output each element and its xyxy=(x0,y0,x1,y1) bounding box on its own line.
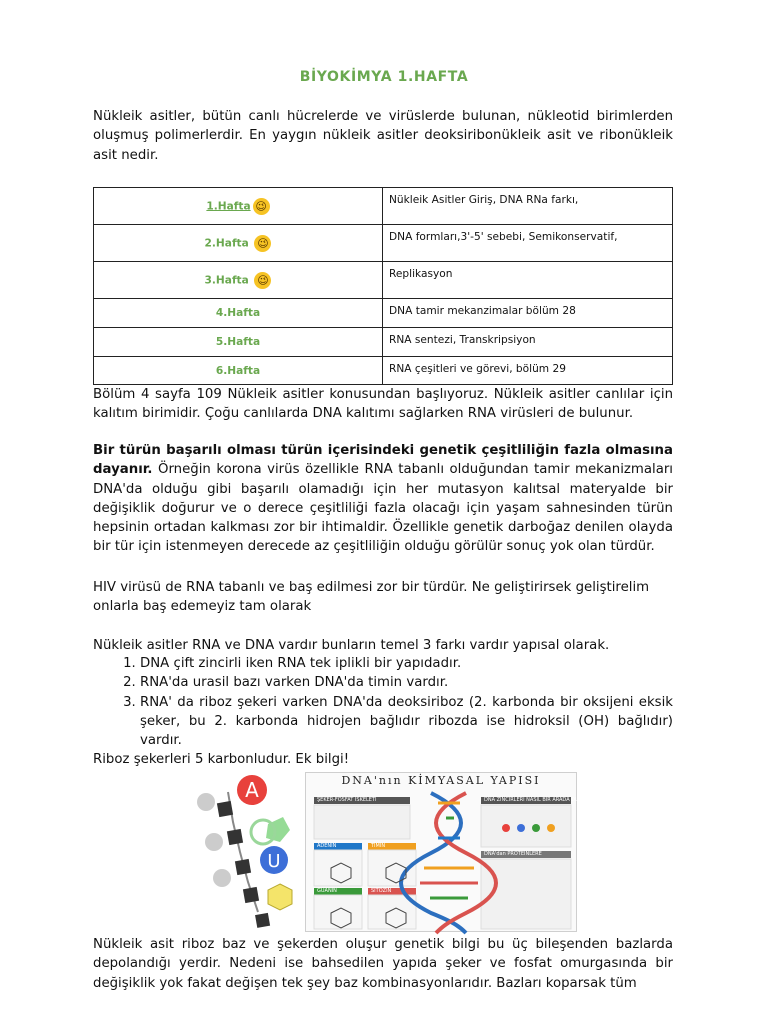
table-row xyxy=(94,188,673,225)
differences-list xyxy=(93,654,673,750)
table-row xyxy=(94,357,673,385)
dna-chemical-structure-poster xyxy=(305,772,590,932)
topic-cell: RNA çeşitleri ve görevi, bölüm 29 xyxy=(383,357,673,385)
dna-helix-svg xyxy=(306,773,578,933)
week-4-cell: 4.Hafta xyxy=(94,299,383,328)
list-item: 2. RNA'da urasil bazı varken DNA'da timin vardır. xyxy=(140,673,673,692)
letter-a: A xyxy=(245,778,259,802)
intro-paragraph: Nükleik asitler, bütün canlı hücrelerde ve virüslerde bulunan, nükleotid birimlerden oluşmuş polimerlerdir. En yaygın nükleik asitler deoksiribonükleik asit ve ribonükleik asit nedir. xyxy=(93,109,673,163)
schedule-table xyxy=(93,187,673,385)
list-item: 1. DNA çift zincirli iken RNA tek iplikli bir yapıdadır. xyxy=(140,654,673,673)
table-row xyxy=(94,299,673,328)
winking-face-icon: 😉 xyxy=(254,235,271,252)
hiv-paragraph: HIV virüsü de RNA tabanlı ve baş edilmesi zor bir türdür. Ne geliştirirsek geliştirelim onlarla baş edemeyiz tam olarak xyxy=(93,580,650,615)
sitozin-label: SİTOZİN xyxy=(368,888,416,895)
guanin-label: GUANİN xyxy=(314,888,362,895)
dna-protein-label: DNA'dan PROTEİNLERE xyxy=(481,851,571,858)
winking-face-icon: 😉 xyxy=(253,198,270,215)
topic-cell: RNA sentezi, Transkripsiyon xyxy=(383,328,673,357)
poster-title: DNA'nın KİMYASAL YAPISI xyxy=(341,774,541,787)
timin-label: TİMİN xyxy=(368,843,416,850)
week-3-cell xyxy=(94,262,383,299)
week-5-cell: 5.Hafta xyxy=(94,328,383,357)
adenin-label: ADENİN xyxy=(314,843,362,850)
sugar-phosphate-label: ŞEKER-FOSFAT İSKELETİ xyxy=(314,797,410,804)
final-paragraph: Nükleik asit riboz baz ve şekerden oluşur genetik bilgi bu üç bileşenden bazlarda depolandığı yerdir. Nedeni ise bahsedilen yapıda şeker ve fosfat omurgasında bir değişiklik yok fakat değişen tek şey baz kombinasyonlarıdır. Bazları koparsak tüm xyxy=(93,937,673,991)
topic-cell: Replikasyon xyxy=(383,262,673,299)
bold-statement: Bir türün başarılı olması türün içerisindeki genetik çeşitliliğin fazla olmasına dayanır. xyxy=(93,443,673,478)
dna-strands-label: DNA ZİNCİRLERİ NASIL BİR ARADA DURUR xyxy=(481,797,571,804)
table-row xyxy=(94,225,673,262)
table-row xyxy=(94,328,673,357)
page-title: BİYOKİMYA 1.HAFTA xyxy=(299,69,469,85)
table-row xyxy=(94,262,673,299)
week-6-cell: 6.Hafta xyxy=(94,357,383,385)
week-2-cell xyxy=(94,225,383,262)
bolum-paragraph: Bölüm 4 sayfa 109 Nükleik asitler konusundan başlıyoruz. Nükleik asitler canlılar için kalıtım birimidir. Çoğu canlılarda DNA kalıtımı sağlarken RNA virüsleri de bulunur. xyxy=(93,387,673,422)
topic-cell: DNA tamir mekanzimalar bölüm 28 xyxy=(383,299,673,328)
topic-cell: Nükleik Asitler Giriş, DNA RNa farkı, xyxy=(383,188,673,225)
list-item: 3. RNA' da riboz şekeri varken DNA'da deoksiriboz (2. karbonda bir oksijeni eksik şeker, bu 2. karbonda hidrojen bağlıdır ribozda ise hidroksil (OH) bağlıdır) vardır. xyxy=(140,693,673,751)
diversity-text: Örneğin korona virüs özellikle RNA tabanlı olduğundan tamir mekanizmaları DNA'da olduğu gibi başarılı olamadığı için her mutasyon kalıtsal materyalde bir değişiklik doğurur ve o derece çeşitliliği fazla olacağı için yaşam sahnesinden türün hepsinin ortadan kalkması zor bir ihtimaldir. Özellikle genetik darboğaz denilen olayda bir tür için istenmeyen derecede az çeşitliliğin olduğu görülür sonuç yok olan türdür. xyxy=(93,462,673,555)
winking-face-icon: 😉 xyxy=(254,272,271,289)
week-label[interactable]: 1.Hafta xyxy=(206,200,251,212)
week-1-link[interactable] xyxy=(94,188,383,225)
differences-intro: Nükleik asitler RNA ve DNA vardır bunların temel 3 farkı vardır yapısal olarak. xyxy=(93,638,610,653)
topic-cell: DNA formları,3'-5' sebebi, Semikonservatif, xyxy=(383,225,673,262)
nucleotide-chain-svg xyxy=(188,772,298,932)
week-label: 3.Hafta xyxy=(204,274,249,286)
week-label: 2.Hafta xyxy=(204,237,249,249)
diversity-paragraph xyxy=(93,441,673,557)
nucleotide-chain-illustration xyxy=(188,772,298,932)
letter-u: U xyxy=(267,851,281,872)
riboz-paragraph: Riboz şekerleri 5 karbonludur. Ek bilgi! xyxy=(93,752,350,767)
